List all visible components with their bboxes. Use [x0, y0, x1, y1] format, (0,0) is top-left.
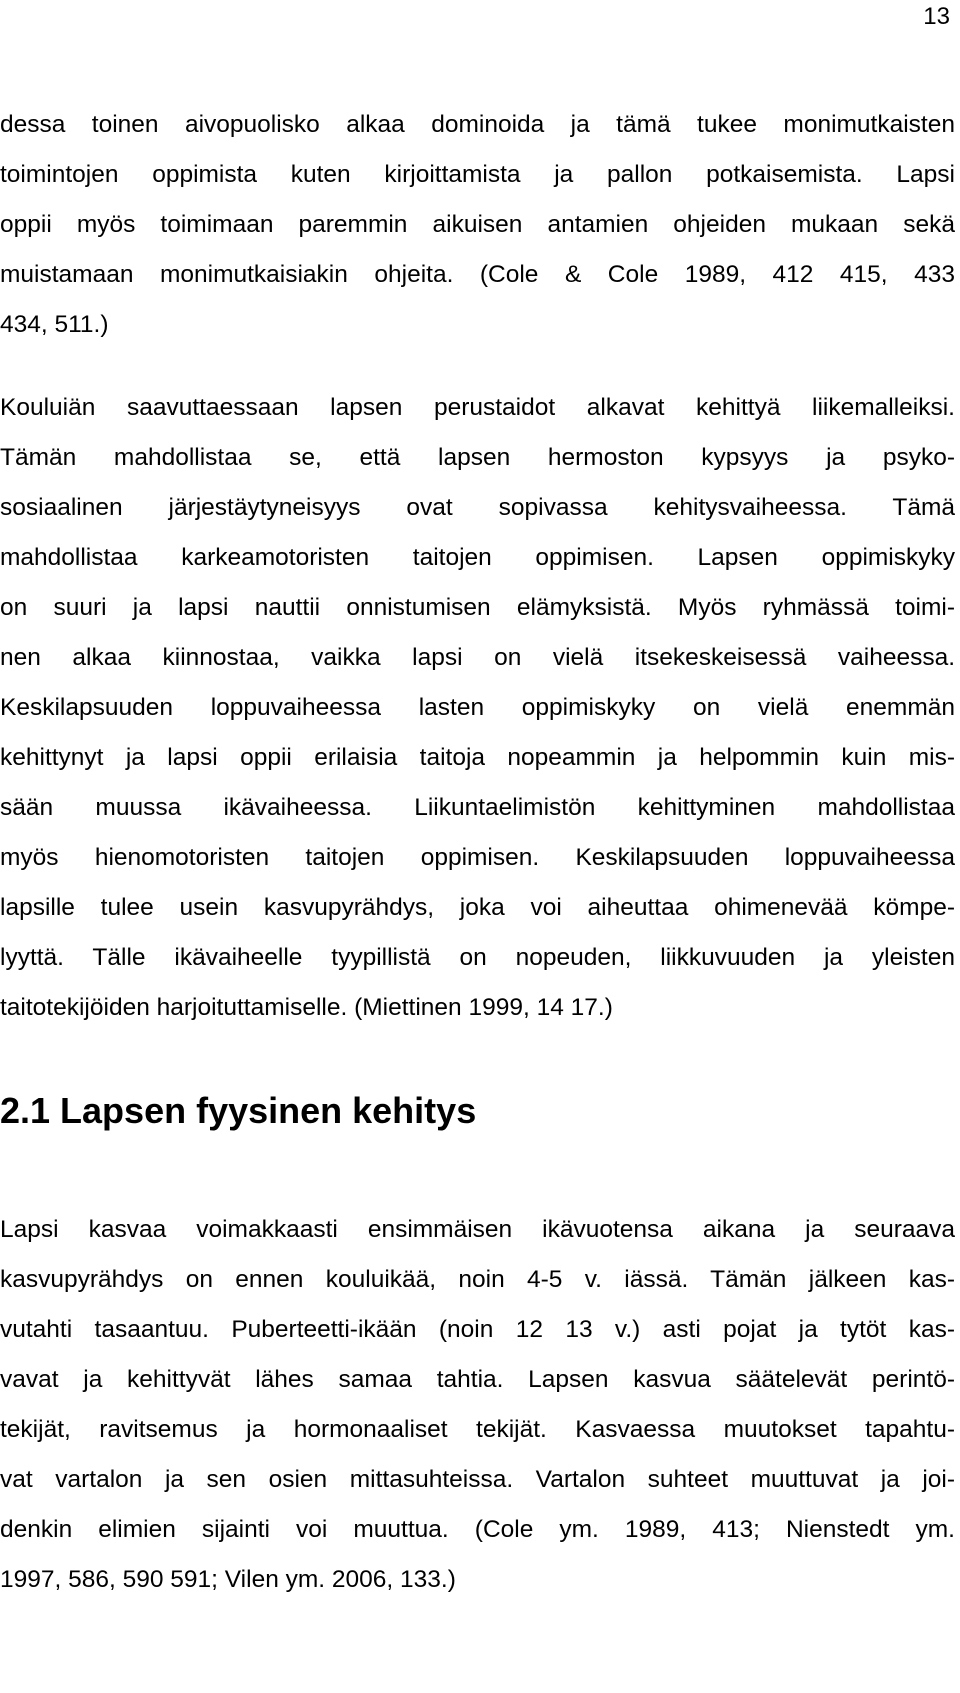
- text-line: Lapsi kasvaa voimakkaasti ensimmäisen ikävuotensa aikana ja seuraava: [0, 1216, 955, 1243]
- text-line: dessa toinen aivopuolisko alkaa dominoida ja tämä tukee monimutkaisten: [0, 111, 955, 138]
- text-line: myös hienomotoristen taitojen oppimisen. Keskilapsuuden loppuvaiheessa: [0, 844, 955, 871]
- text-line: muistamaan monimutkaisiakin ohjeita. (Cole & Cole 1989, 412 415, 433: [0, 261, 955, 288]
- paragraph-1: [0, 100, 955, 350]
- section-heading: 2.1 Lapsen fyysinen kehitys: [0, 1090, 477, 1131]
- text-line: sosiaalinen järjestäytyneisyys ovat sopivassa kehitysvaiheessa. Tämä: [0, 494, 955, 521]
- text-line: lapsille tulee usein kasvupyrähdys, joka voi aiheuttaa ohimenevää kömpe-: [0, 894, 955, 921]
- text-line: vat vartalon ja sen osien mittasuhteissa. Vartalon suhteet muuttuvat ja joi-: [0, 1466, 955, 1493]
- text-line: toimintojen oppimista kuten kirjoittamista ja pallon potkaisemista. Lapsi: [0, 161, 955, 188]
- text-line: kasvupyrähdys on ennen kouluikää, noin 4-5 v. iässä. Tämän jälkeen kas-: [0, 1266, 955, 1293]
- text-line: nen alkaa kiinnostaa, vaikka lapsi on vielä itsekeskeisessä vaiheessa.: [0, 644, 955, 671]
- paragraph-2: [0, 383, 955, 1033]
- text-line: on suuri ja lapsi nauttii onnistumisen elämyksistä. Myös ryhmässä toimi-: [0, 594, 955, 621]
- text-line: 434, 511.): [0, 311, 109, 338]
- text-line: sään muussa ikävaiheessa. Liikuntaelimistön kehittyminen mahdollistaa: [0, 794, 955, 821]
- text-line: taitotekijöiden harjoituttamiselle. (Miettinen 1999, 14 17.): [0, 994, 613, 1021]
- text-line: Kouluiän saavuttaessaan lapsen perustaidot alkavat kehittyä liikemalleiksi.: [0, 394, 955, 421]
- text-line: tekijät, ravitsemus ja hormonaaliset tekijät. Kasvaessa muutokset tapahtu-: [0, 1416, 955, 1443]
- text-line: oppii myös toimimaan paremmin aikuisen antamien ohjeiden mukaan sekä: [0, 211, 955, 238]
- paragraph-3: [0, 1205, 955, 1605]
- text-line: Tämän mahdollistaa se, että lapsen hermoston kypsyys ja psyko-: [0, 444, 955, 471]
- text-line: 1997, 586, 590 591; Vilen ym. 2006, 133.): [0, 1566, 456, 1593]
- text-line: vavat ja kehittyvät lähes samaa tahtia. Lapsen kasvua säätelevät perintö-: [0, 1366, 955, 1393]
- page-number: 13: [923, 3, 950, 30]
- text-line: mahdollistaa karkeamotoristen taitojen oppimisen. Lapsen oppimiskyky: [0, 544, 955, 571]
- text-line: vutahti tasaantuu. Puberteetti-ikään (noin 12 13 v.) asti pojat ja tytöt kas-: [0, 1316, 955, 1343]
- text-line: kehittynyt ja lapsi oppii erilaisia taitoja nopeammin ja helpommin kuin mis-: [0, 744, 955, 771]
- text-line: denkin elimien sijainti voi muuttua. (Cole ym. 1989, 413; Nienstedt ym.: [0, 1516, 955, 1543]
- text-line: Keskilapsuuden loppuvaiheessa lasten oppimiskyky on vielä enemmän: [0, 694, 955, 721]
- text-line: lyyttä. Tälle ikävaiheelle tyypillistä on nopeuden, liikkuvuuden ja yleisten: [0, 944, 955, 971]
